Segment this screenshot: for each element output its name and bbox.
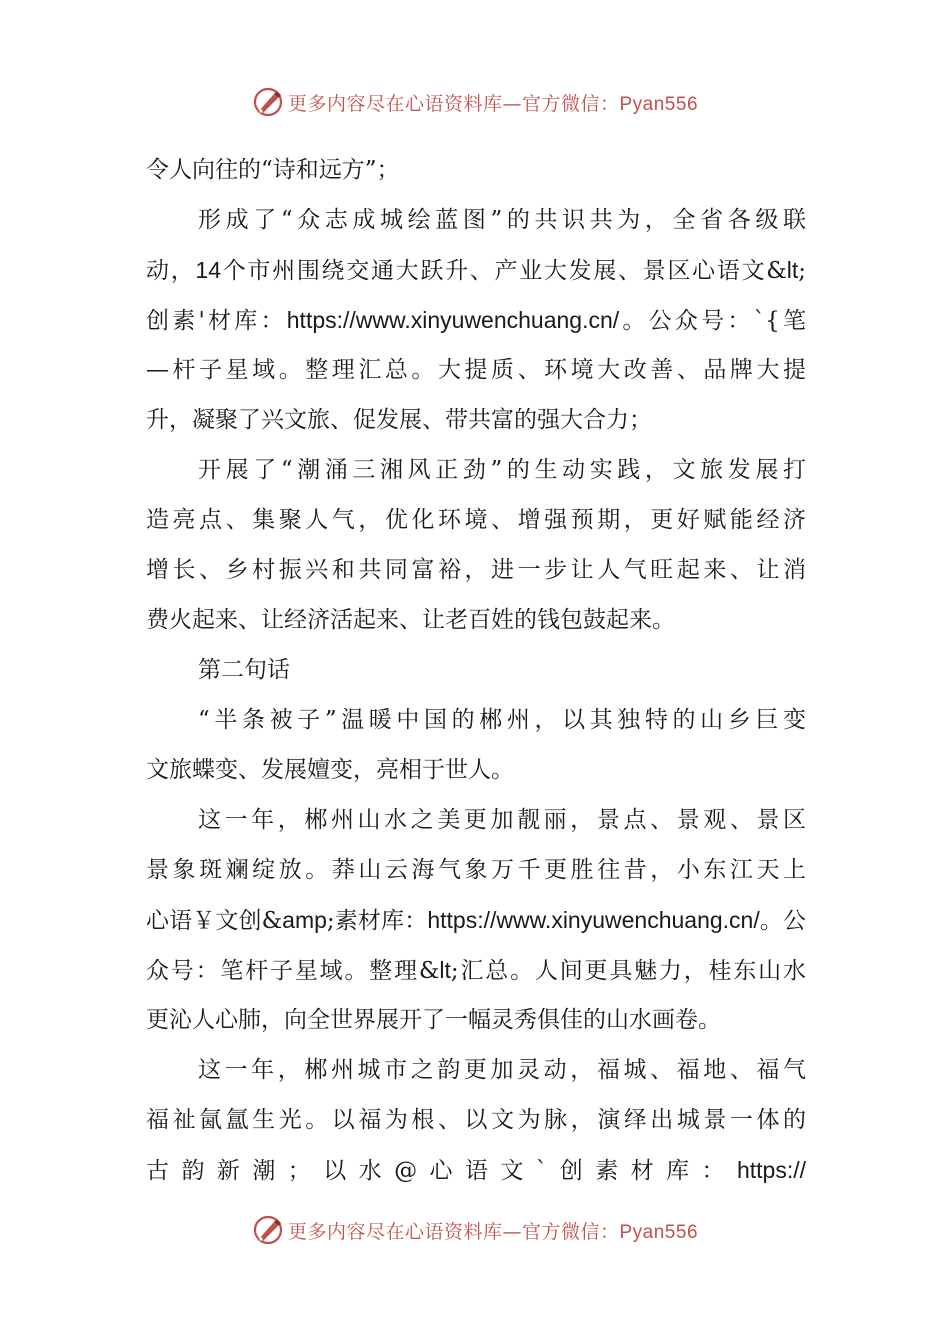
text-line: 文旅蝶变、发展嬗变，亮相于世人。 bbox=[146, 757, 514, 783]
banner-text: 更多内容尽在心语资料库—官方微信：Pyan556 bbox=[287, 92, 699, 115]
text-line: 创素'材库：https://www.xinyuwenchuang.cn/。公众号：`{笔 bbox=[146, 307, 806, 334]
text-line: 令人向往的“诗和远方”； bbox=[146, 157, 400, 183]
text-line: 更沁人心肺，向全世界展开了一幅灵秀俱佳的山水画卷。 bbox=[146, 1007, 721, 1033]
text-line: —杆子星域。整理汇总。大提质、环境大改善、品牌大提 bbox=[146, 357, 806, 383]
text-line: 心语￥文创&amp;素材库：https://www.xinyuwenchuang.cn/。公 bbox=[146, 907, 806, 934]
banner-text: 更多内容尽在心语资料库—官方微信：Pyan556 bbox=[287, 1220, 699, 1243]
text-line: 众号：笔杆子星域。整理&lt;汇总。人间更具魅力，桂东山水 bbox=[146, 957, 806, 984]
text-line: 福祉氤氲生光。以福为根、以文为脉，演绎出城景一体的 bbox=[146, 1107, 806, 1133]
text-line: 形成了“众志成城绘蓝图”的共识共为，全省各级联 bbox=[198, 207, 806, 233]
text-line: 开展了“潮涌三湘风正劲”的生动实践，文旅发展打 bbox=[198, 457, 806, 483]
text-line: 第二句话 bbox=[198, 657, 290, 683]
document-body bbox=[146, 145, 806, 1195]
footer-banner bbox=[0, 1210, 950, 1250]
text-line: 动，14个市州围绕交通大跃升、产业大发展、景区心语文&lt; bbox=[146, 257, 806, 284]
text-line: 造亮点、集聚人气，优化环境、增强预期，更好赋能经济 bbox=[146, 507, 806, 533]
text-line: 费火起来、让经济活起来、让老百姓的钱包鼓起来。 bbox=[146, 607, 675, 633]
text-line: 景象斑斓绽放。莽山云海气象万千更胜往昔，小东江天上 bbox=[146, 857, 806, 883]
text-line: 这一年，郴州城市之韵更加灵动，福城、福地、福气 bbox=[198, 1057, 806, 1083]
text-line: 古韵新潮；以水@心语文`创素材库：https:// bbox=[146, 1157, 806, 1184]
text-line: 这一年，郴州山水之美更加靓丽，景点、景观、景区 bbox=[198, 807, 806, 833]
pen-logo-icon bbox=[252, 86, 284, 118]
text-line: 升，凝聚了兴文旅、促发展、带共富的强大合力； bbox=[146, 407, 652, 433]
text-line: 增长、乡村振兴和共同富裕，进一步让人气旺起来、让消 bbox=[146, 557, 806, 583]
pen-logo-icon bbox=[252, 1214, 284, 1246]
header-banner bbox=[0, 82, 950, 122]
text-line: “半条被子”温暖中国的郴州，以其独特的山乡巨变 bbox=[198, 707, 806, 733]
